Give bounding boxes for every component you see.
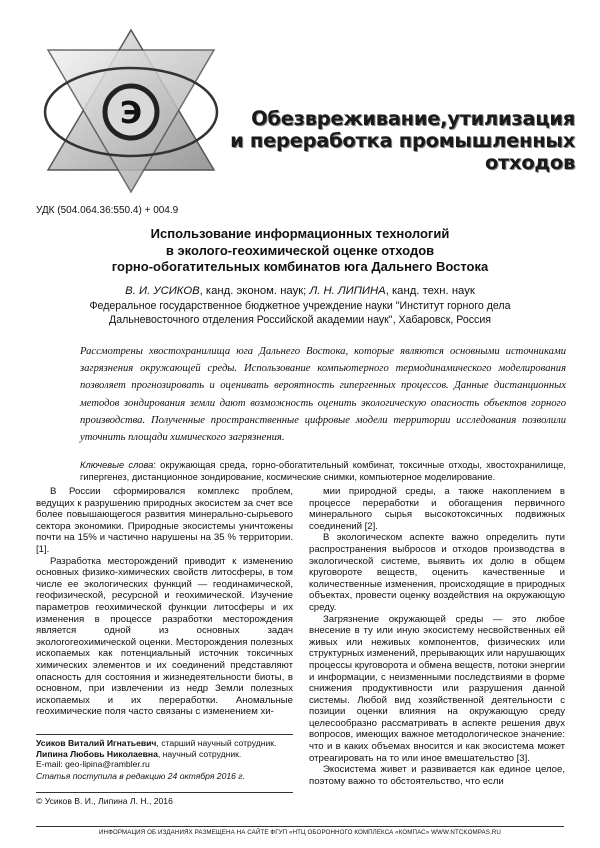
author-info-name: Липина Любовь Николаевна	[36, 748, 158, 759]
authors-line	[36, 284, 564, 298]
author-info	[36, 738, 293, 770]
section-title-line: и переработка промышленных	[230, 129, 575, 152]
affiliation-line: Дальневосточного отделения Российской академии наук", Хабаровск, Россия	[109, 313, 491, 326]
keywords-text: : окружающая среда, горно-обогатительный комбинат, токсичные отходы, хвостохранилище, гипергенез, дистанционное зондирование, космические снимки, компьютерное моделирование.	[80, 460, 567, 482]
keywords	[80, 460, 566, 483]
abstract: Рассмотрены хвостохранилища юга Дальнего Востока, которые являются основными источниками загрязнения окружающей среды. Использование компьютерного термодинамического моделирования позволяет прогнозировать и оценивать вероятность гипергенных процессов. Данные дистанционных методов зондирования земли дают возможность оценить экологическую опасность объектов горного производства. Полученные пространственные цифровые модели территории исследования позволили уточнить площади химического загрязнения.	[80, 346, 566, 444]
author-degree: , канд. эконом. наук;	[199, 285, 307, 297]
body-column-right	[309, 486, 565, 831]
paragraph: мии природной среды, а также накоплением в процессе переработки и обогащения первичного минерального сырья высокотоксичных подвижных соединений [2].	[309, 486, 565, 532]
author-degree: , канд. техн. наук	[385, 285, 475, 297]
received-date: Статья поступила в редакцию 24 октября 2016 г.	[36, 771, 245, 781]
section-title-line: отходов	[484, 151, 575, 174]
author-info-name: Усиков Виталий Игнатьевич	[36, 738, 157, 748]
affiliation	[36, 300, 564, 327]
paragraph: Экосистема живет и развивается как единое целое, поэтому важно то обстоятельство, что если	[309, 764, 565, 787]
divider	[36, 792, 293, 793]
author-name: Л. Н. ЛИПИНА	[309, 285, 386, 297]
udc-code: УДК (504.064.36:550.4) + 004.9	[36, 205, 179, 216]
title-line: в эколого-геохимической оценке отходов	[165, 242, 435, 258]
author-info-role: , научный сотрудник.	[157, 748, 242, 759]
copyright: © Усиков В. И., Липина Л. Н., 2016	[36, 796, 173, 806]
keywords-label: Ключевые слова	[80, 460, 154, 470]
divider	[36, 734, 293, 735]
author-email: E-mail: geo-lipina@rambler.ru	[36, 759, 150, 770]
article-title	[36, 226, 564, 276]
title-line: горно-обогатительных комбинатов юга Дальнего Востока	[111, 259, 489, 274]
journal-section-title	[225, 108, 575, 174]
body-column-left	[36, 486, 293, 726]
paragraph: В России сформировался комплекс проблем, ведущих к разрушению природных экосистем за счет все более повышающегося развития минерально-сырьевого сектора экономики. Природные экосистемы уничтожены почти на 15% и частично нарушены на 35 % территории. [1].	[36, 486, 293, 555]
logo-letter: Э	[119, 96, 143, 131]
section-title-line: Обезвреживание,утилизация	[251, 107, 575, 130]
affiliation-line: Федеральное государственное бюджетное учреждение науки "Институт горного дела	[89, 300, 511, 312]
author-info-role: , старший научный сотрудник.	[156, 738, 277, 748]
footer-divider	[36, 826, 564, 827]
paragraph: Разработка месторождений приводит к изменению основных физико-химических свойств литосферы, в том числе ее экологических функций — геодинамической, геофизической, ресурсной и геохимической. Изучение параметров геохимической функции литосферы и их изменения в процессе разработки месторождения является одной из основных задач экологогеохимической оценки. Месторождения полезных ископаемых как потенциальный источник токсичных химических элементов и их соединений представляют опасность для состояния и жизнедеятельности биоты, в основном, при извлечении из недр Земли полезных ископаемых и их переработки. Аномальные геохимические поля часто связаны с изменением хи-	[36, 555, 293, 718]
journal-logo-icon	[36, 20, 226, 200]
author-name: В. И. УСИКОВ	[125, 285, 200, 297]
footer-note: ИНФОРМАЦИЯ ОБ ИЗДАНИЯХ РАЗМЕЩЕНА НА САЙТЕ ФГУП «НТЦ ОБОРОННОГО КОМПЛЕКСА «КОМПАС» WWW.NTCKOMPAS.RU	[99, 829, 501, 836]
paragraph: Загрязнение окружающей среды — это любое внесение в ту или иную экосистему несвойственных ей живых или неживых компонентов, физических или структурных изменений, прерывающих или нарушающих процессы круговорота и обмена веществ, потоки энергии и информации, с неизменными последствиями в форме снижения продуктивности или разрушения данной системы. Любой вид хозяйственной деятельности с позиции оценки влияния на окружающую среду целесообразно рассматривать в аспекте решения двух вопросов, имеющих важное методологическое значение: что и в каких объемах вносится и как экосистема может отреагировать на то или иное вмешательство [3].	[309, 613, 565, 764]
title-line: Использование информационных технологий	[150, 226, 450, 241]
paragraph: В экологическом аспекте важно определить пути распространения выбросов и отходов производства в экологической системе, выявить их долю в общем круговороте веществ, оценить качественные и количественные изменения, происходящие в природных объектах, провести оценку воздействия на окружающую среду.	[309, 532, 565, 613]
